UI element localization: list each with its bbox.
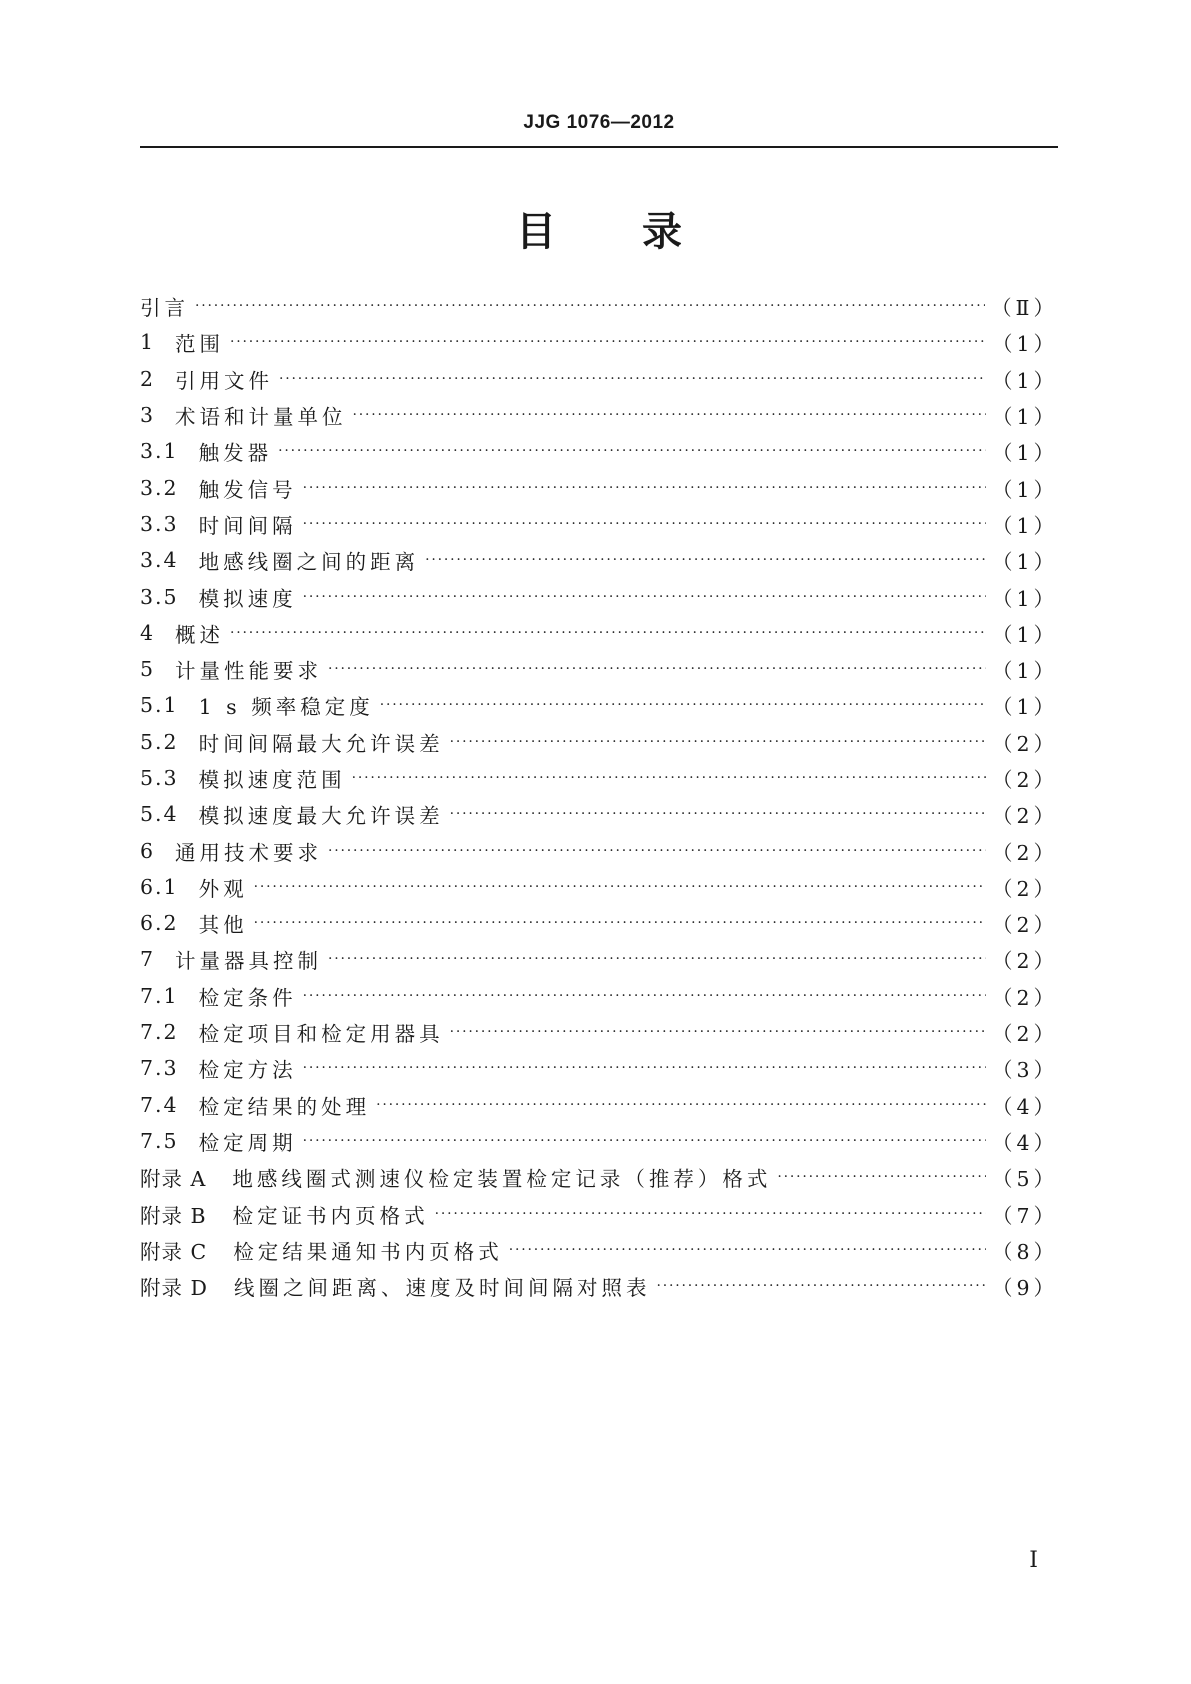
toc-entry-title: 范围 bbox=[175, 332, 225, 357]
toc-entry-page: （2） bbox=[991, 1022, 1058, 1047]
toc-entry-title: 通用技术要求 bbox=[175, 840, 323, 865]
toc-entry-number: 3.4 bbox=[140, 548, 179, 573]
toc-entry[interactable] bbox=[140, 506, 1058, 542]
dot-leader bbox=[656, 1278, 986, 1294]
dot-leader bbox=[254, 879, 986, 895]
toc-entry-title: 1 s 频率稳定度 bbox=[198, 695, 374, 720]
toc-entry-title: 检定结果的处理 bbox=[198, 1094, 371, 1119]
table-of-contents bbox=[140, 288, 1058, 1304]
toc-entry-number: 附录 D bbox=[140, 1276, 208, 1301]
toc-entry[interactable] bbox=[140, 905, 1058, 941]
dot-leader bbox=[230, 334, 986, 350]
toc-entry-number: 6 bbox=[140, 838, 156, 863]
toc-entry-title: 检定条件 bbox=[198, 985, 297, 1010]
toc-entry-title: 检定周期 bbox=[198, 1130, 297, 1155]
toc-entry-page: （1） bbox=[991, 405, 1058, 430]
toc-entry-title: 地感线圈式测速仪检定装置检定记录（推荐）格式 bbox=[232, 1167, 772, 1192]
toc-entry-title: 模拟速度范围 bbox=[198, 768, 346, 792]
toc-entry-number: 7 bbox=[140, 947, 156, 972]
toc-entry-page: （4） bbox=[991, 1130, 1058, 1155]
toc-entry[interactable] bbox=[140, 433, 1058, 469]
toc-entry[interactable] bbox=[140, 1123, 1058, 1159]
dot-leader bbox=[328, 843, 986, 859]
toc-entry[interactable] bbox=[140, 542, 1058, 578]
toc-entry[interactable] bbox=[140, 469, 1058, 505]
toc-entry-page: （1） bbox=[991, 550, 1058, 575]
toc-entry[interactable] bbox=[140, 687, 1058, 723]
toc-entry-number: 5.4 bbox=[140, 802, 179, 827]
toc-entry[interactable] bbox=[140, 1159, 1058, 1195]
toc-entry-title: 模拟速度 bbox=[198, 586, 297, 611]
toc-entry-page: （1） bbox=[991, 368, 1058, 393]
toc-entry-title: 时间间隔最大允许误差 bbox=[198, 731, 444, 756]
toc-entry-title: 外观 bbox=[198, 876, 248, 901]
toc-entry-number: 2 bbox=[140, 366, 156, 391]
toc-entry-number: 5.3 bbox=[140, 766, 179, 790]
toc-entry-page: （1） bbox=[991, 441, 1058, 466]
toc-entry-page: （2） bbox=[991, 731, 1058, 756]
header-rule bbox=[140, 146, 1058, 148]
toc-entry-title: 计量器具控制 bbox=[175, 949, 323, 974]
toc-entry-number: 3.3 bbox=[140, 511, 179, 536]
toc-entry-number: 7.5 bbox=[140, 1128, 179, 1153]
toc-entry-page: （1） bbox=[991, 513, 1058, 538]
toc-entry-title: 触发器 bbox=[198, 441, 273, 466]
toc-entry-number: 3.2 bbox=[140, 475, 179, 500]
toc-entry-number: 4 bbox=[140, 620, 156, 645]
toc-entry-page: （2） bbox=[991, 804, 1058, 829]
toc-entry[interactable] bbox=[140, 760, 1058, 796]
dot-leader bbox=[509, 1242, 986, 1258]
toc-entry-title: 引用文件 bbox=[175, 368, 274, 393]
toc-entry-page: （1） bbox=[991, 477, 1058, 502]
toc-entry-number: 5 bbox=[140, 657, 156, 682]
dot-leader bbox=[328, 951, 986, 967]
toc-entry[interactable] bbox=[140, 397, 1058, 433]
toc-entry[interactable] bbox=[140, 324, 1058, 360]
dot-leader bbox=[303, 589, 986, 605]
toc-entry-page: （2） bbox=[991, 985, 1058, 1010]
toc-entry[interactable] bbox=[140, 1014, 1058, 1050]
toc-entry-number: 5.1 bbox=[140, 693, 179, 718]
toc-entry-title: 模拟速度最大允许误差 bbox=[198, 804, 444, 829]
dot-leader bbox=[450, 734, 986, 750]
toc-entry-page: （1） bbox=[991, 695, 1058, 720]
dot-leader bbox=[303, 480, 986, 496]
dot-leader bbox=[777, 1169, 986, 1185]
toc-entry-number: 6.2 bbox=[140, 911, 179, 936]
toc-entry-page: （8） bbox=[991, 1239, 1058, 1264]
toc-entry-page: （Ⅱ） bbox=[991, 296, 1058, 321]
dot-leader bbox=[303, 988, 986, 1004]
toc-entry-number: 3.1 bbox=[140, 439, 179, 464]
toc-entry-page: （1） bbox=[991, 586, 1058, 611]
toc-entry-title: 检定证书内页格式 bbox=[232, 1203, 429, 1228]
dot-leader bbox=[352, 770, 986, 786]
toc-entry[interactable] bbox=[140, 796, 1058, 832]
toc-entry[interactable] bbox=[140, 1087, 1058, 1123]
toc-entry-number: 5.2 bbox=[140, 729, 179, 754]
toc-entry-page: （1） bbox=[991, 659, 1058, 684]
dot-leader bbox=[303, 516, 986, 532]
toc-entry-title: 计量性能要求 bbox=[175, 659, 323, 684]
toc-entry[interactable] bbox=[140, 1195, 1058, 1231]
dot-leader bbox=[195, 298, 985, 314]
toc-entry-title: 触发信号 bbox=[198, 477, 297, 502]
dot-leader bbox=[279, 371, 986, 387]
title-char-1: 目 bbox=[516, 209, 556, 255]
dot-leader bbox=[376, 1097, 986, 1113]
toc-entry[interactable] bbox=[140, 288, 1058, 324]
toc-entry[interactable] bbox=[140, 651, 1058, 687]
toc-entry[interactable] bbox=[140, 1050, 1058, 1086]
toc-entry-page: （4） bbox=[991, 1094, 1058, 1119]
toc-entry-number: 3 bbox=[140, 403, 156, 428]
toc-entry-number: 附录 A bbox=[140, 1167, 207, 1192]
toc-entry-number: 附录 C bbox=[140, 1239, 208, 1264]
toc-entry-number: 7.4 bbox=[140, 1092, 179, 1117]
toc-entry-page: （7） bbox=[991, 1203, 1058, 1228]
toc-entry-page: （2） bbox=[991, 949, 1058, 974]
toc-entry[interactable] bbox=[140, 724, 1058, 760]
toc-entry-title: 线圈之间距离、速度及时间间隔对照表 bbox=[233, 1276, 651, 1301]
toc-entry[interactable] bbox=[140, 832, 1058, 868]
dot-leader bbox=[380, 697, 986, 713]
toc-entry-number: 7.2 bbox=[140, 1020, 179, 1045]
toc-entry-page: （5） bbox=[991, 1167, 1058, 1192]
toc-entry-number: 1 bbox=[140, 330, 156, 355]
toc-entry-page: （2） bbox=[991, 876, 1058, 901]
toc-entry-page: （2） bbox=[991, 840, 1058, 865]
dot-leader bbox=[254, 915, 986, 931]
toc-entry[interactable] bbox=[140, 1232, 1058, 1268]
toc-entry-page: （2） bbox=[991, 913, 1058, 938]
toc-entry[interactable] bbox=[140, 1268, 1058, 1304]
toc-entry-page: （9） bbox=[991, 1276, 1058, 1301]
title-char-2: 录 bbox=[642, 209, 682, 255]
dot-leader bbox=[328, 661, 986, 677]
toc-entry[interactable] bbox=[140, 615, 1058, 651]
toc-entry-title: 检定方法 bbox=[198, 1058, 297, 1083]
toc-entry-page: （1） bbox=[991, 332, 1058, 357]
dot-leader bbox=[303, 1060, 986, 1076]
toc-entry-number: 附录 B bbox=[140, 1203, 207, 1228]
dot-leader bbox=[450, 806, 986, 822]
dot-leader bbox=[353, 407, 986, 423]
dot-leader bbox=[278, 443, 986, 459]
toc-entry[interactable] bbox=[140, 941, 1058, 977]
toc-entry[interactable] bbox=[140, 869, 1058, 905]
toc-entry-number: 7.3 bbox=[140, 1056, 179, 1081]
toc-entry-page: （3） bbox=[991, 1058, 1058, 1083]
toc-entry[interactable] bbox=[140, 978, 1058, 1014]
toc-entry-title: 概述 bbox=[175, 622, 225, 647]
dot-leader bbox=[425, 552, 986, 568]
page-title bbox=[140, 200, 1058, 256]
toc-entry-title: 术语和计量单位 bbox=[175, 405, 347, 430]
toc-entry-title: 时间间隔 bbox=[198, 513, 297, 538]
toc-entry-title: 检定结果通知书内页格式 bbox=[233, 1239, 503, 1264]
dot-leader bbox=[435, 1206, 986, 1222]
toc-entry-title: 地感线圈之间的距离 bbox=[198, 550, 420, 575]
toc-entry-number: 7.1 bbox=[140, 983, 179, 1008]
page-number: Ⅰ bbox=[1029, 1548, 1038, 1573]
toc-entry[interactable] bbox=[140, 361, 1058, 397]
document-code-header: JJG 1076—2012 bbox=[523, 112, 675, 133]
toc-entry-title: 检定项目和检定用器具 bbox=[198, 1022, 444, 1047]
toc-entry-number: 3.5 bbox=[140, 584, 179, 609]
toc-entry-title: 引言 bbox=[140, 296, 189, 321]
toc-entry-page: （1） bbox=[991, 622, 1058, 647]
toc-entry-number: 6.1 bbox=[140, 874, 179, 899]
toc-entry[interactable] bbox=[140, 578, 1058, 614]
dot-leader bbox=[230, 625, 986, 641]
toc-entry-page: （2） bbox=[991, 768, 1058, 792]
toc-entry-title: 其他 bbox=[198, 913, 248, 938]
dot-leader bbox=[450, 1024, 986, 1040]
dot-leader bbox=[303, 1133, 986, 1149]
